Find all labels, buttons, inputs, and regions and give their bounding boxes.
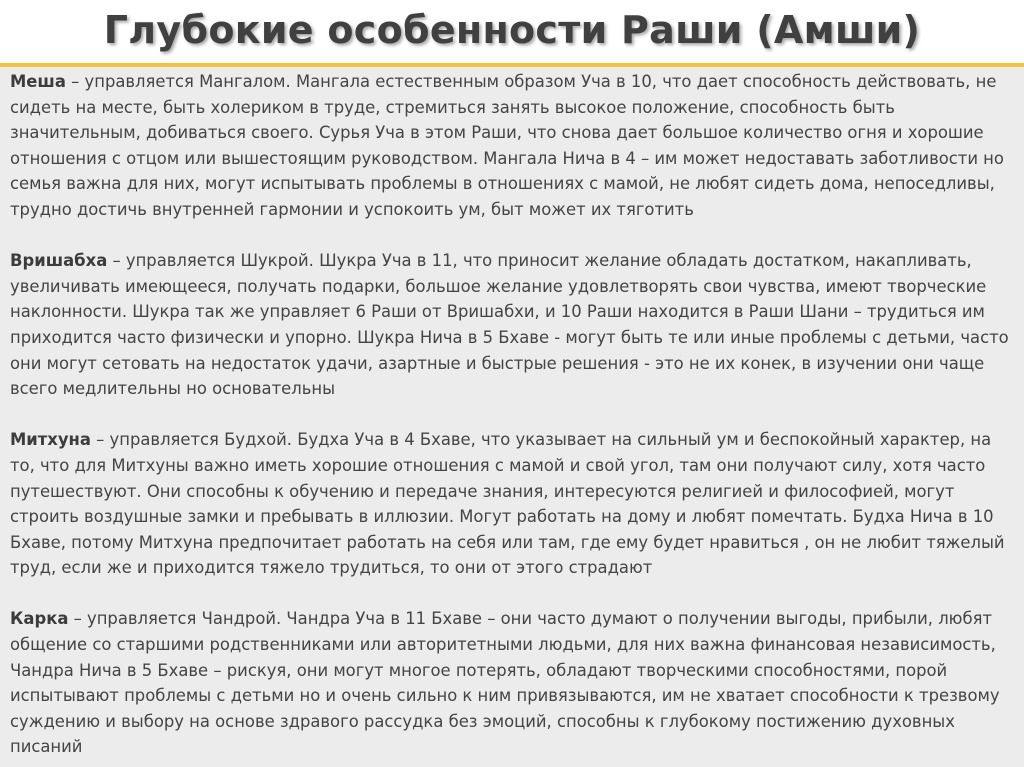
section-term: Карка: [10, 609, 69, 629]
section-term: Вришабха: [10, 251, 108, 271]
section-term: Митхуна: [10, 430, 91, 450]
section-vrishabha: [10, 248, 1014, 402]
slide-title: Глубокие особенности Раши (Амши): [103, 8, 921, 52]
section-text: – управляется Чандрой. Чандра Уча в 11 Бхаве – они часто думают о получении выгоды, прибыли, любят общение со старшими родственниками или авторитетными людьми, для них важна финансовая независимость, Чандра Нича в 5 Бхаве – рискуя, они могут многое потерять, обладают творческими способностями, порой испытывают проблемы с детьми но и очень сильно к ним привязываются, им не хватает способности к трезвому суждению и выбору на основе здравого рассудка без эмоций, способны к глубокому постижению духовных писаний: [10, 609, 1000, 757]
section-text: – управляется Мангалом. Мангала естественным образом Уча в 10, что дает способность действовать, не сидеть на месте, быть холериком в труде, стремиться занять высокое положение, способность быть значительным, добиваться своего. Сурья Уча в этом Раши, что снова дает большое количество огня и хорошие отношения с отцом или вышестоящим руководством. Мангала Нича в 4 – им может недоставать заботливости но семья важна для них, могут испытывать проблемы в отношениях с мамой, не любят сидеть дома, непоседливы, трудно достичь внутренней гармонии и успокоить ум, быт может их тяготить: [10, 72, 1004, 219]
section-karka: [10, 606, 1014, 760]
section-term: Меша: [10, 72, 66, 91]
section-mesha: [10, 69, 1014, 223]
section-text: – управляется Будхой. Будха Уча в 4 Бхаве, что указывает на сильный ум и беспокойный характер, на то, что для Митхуны важно иметь хорошие отношения с мамой и свой угол, там они получают силу, хотя часто путешествуют. Они способны к обучению и передаче знания, интересуются религией и философией, могут строить воздушные замки и пребывать в иллюзии. Могут работать на дому и любят помечтать. Будха Нича в 10 Бхаве, потому Митхуна предпочитает работать на себя или там, где ему будет нравиться , он не любит тяжелый труд, если же и приходится тяжело трудиться, то они от этого страдают: [10, 430, 1005, 578]
section-mithuna: [10, 427, 1014, 581]
content-panel: [0, 67, 1024, 767]
section-text: – управляется Шукрой. Шукра Уча в 11, что приносит желание обладать достатком, накапливать, увеличивать имеющееся, получать подарки, большое желание удовлетворять свои чувства, имеют творческие наклонности. Шукра так же управляет 6 Раши от Вришабхи, и 10 Раши находится в Раши Шани – трудиться им приходится часто физически и упорно. Шукра Нича в 5 Бхаве - могут быть те или иные проблемы с детьми, часто они могут сетовать на недостаток удачи, азартные и быстрые решения - это не их конек, в изучении они чаще всего медлительны но основательны: [10, 251, 1009, 399]
